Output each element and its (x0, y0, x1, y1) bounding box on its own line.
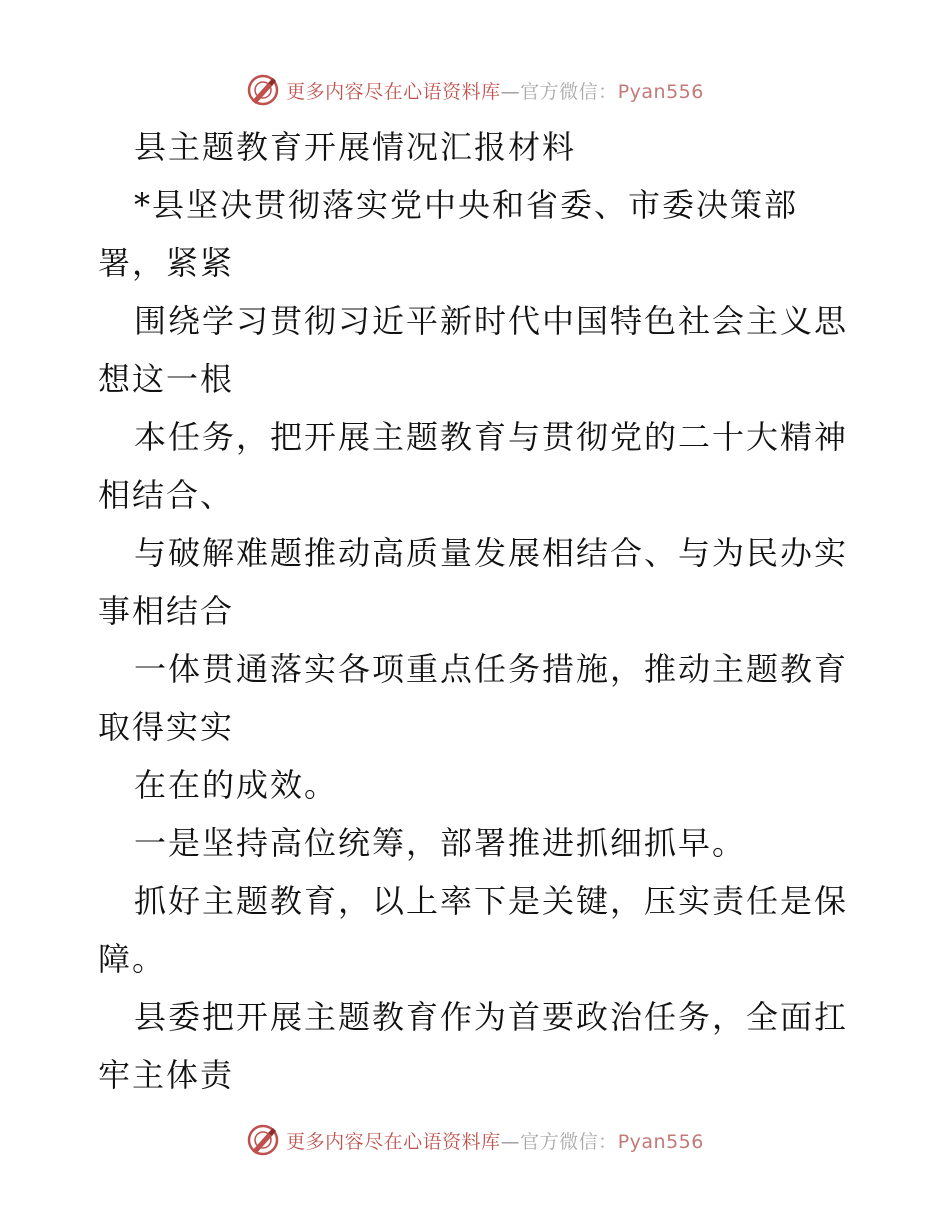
text-line: 本任务，把开展主题教育与贯彻党的二十大精神 (134, 418, 849, 456)
text-line: 一体贯通落实各项重点任务措施，推动主题教育 (134, 650, 849, 688)
text-line: 抓好主题教育，以上率下是关键，压实责任是保 (134, 882, 849, 920)
watermark-dash: — (500, 80, 521, 103)
text-line: *县坚决贯彻落实党中央和省委、市委决策部 (134, 186, 799, 224)
watermark-site: 更多内容尽在心语资料库 (286, 80, 501, 103)
watermark-wechat-id: Pyan556 (617, 80, 704, 103)
text-line: 相结合、 (98, 476, 235, 514)
pen-logo-icon (246, 73, 280, 107)
footer-watermark (0, 1120, 950, 1160)
watermark-dash: — (500, 1130, 521, 1153)
watermark-site: 更多内容尽在心语资料库 (286, 1130, 501, 1153)
text-line: 障。 (98, 940, 167, 978)
text-line: 在在的成效。 (134, 766, 339, 804)
text-line: 取得实实 (98, 708, 235, 746)
watermark-wechat-id: Pyan556 (617, 1130, 704, 1153)
watermark-wechat-label: 官方微信： (520, 1130, 618, 1153)
watermark-text (286, 77, 704, 104)
text-line: 一是坚持高位统筹，部署推进抓细抓早。 (134, 824, 747, 862)
document-body (98, 118, 858, 1104)
text-line: 事相结合 (98, 592, 235, 630)
text-line: 县主题教育开展情况汇报材料 (134, 128, 577, 166)
text-line: 县委把开展主题教育作为首要政治任务，全面扛 (134, 998, 849, 1036)
text-line: 牢主体责 (98, 1056, 235, 1094)
text-line: 想这一根 (98, 360, 235, 398)
text-line: 与破解难题推动高质量发展相结合、与为民办实 (134, 534, 849, 572)
watermark-text (286, 1127, 704, 1154)
header-watermark (0, 70, 950, 110)
text-line: 围绕学习贯彻习近平新时代中国特色社会主义思 (134, 302, 849, 340)
watermark-wechat-label: 官方微信： (520, 80, 618, 103)
text-line: 署，紧紧 (98, 244, 235, 282)
pen-logo-icon (246, 1123, 280, 1157)
